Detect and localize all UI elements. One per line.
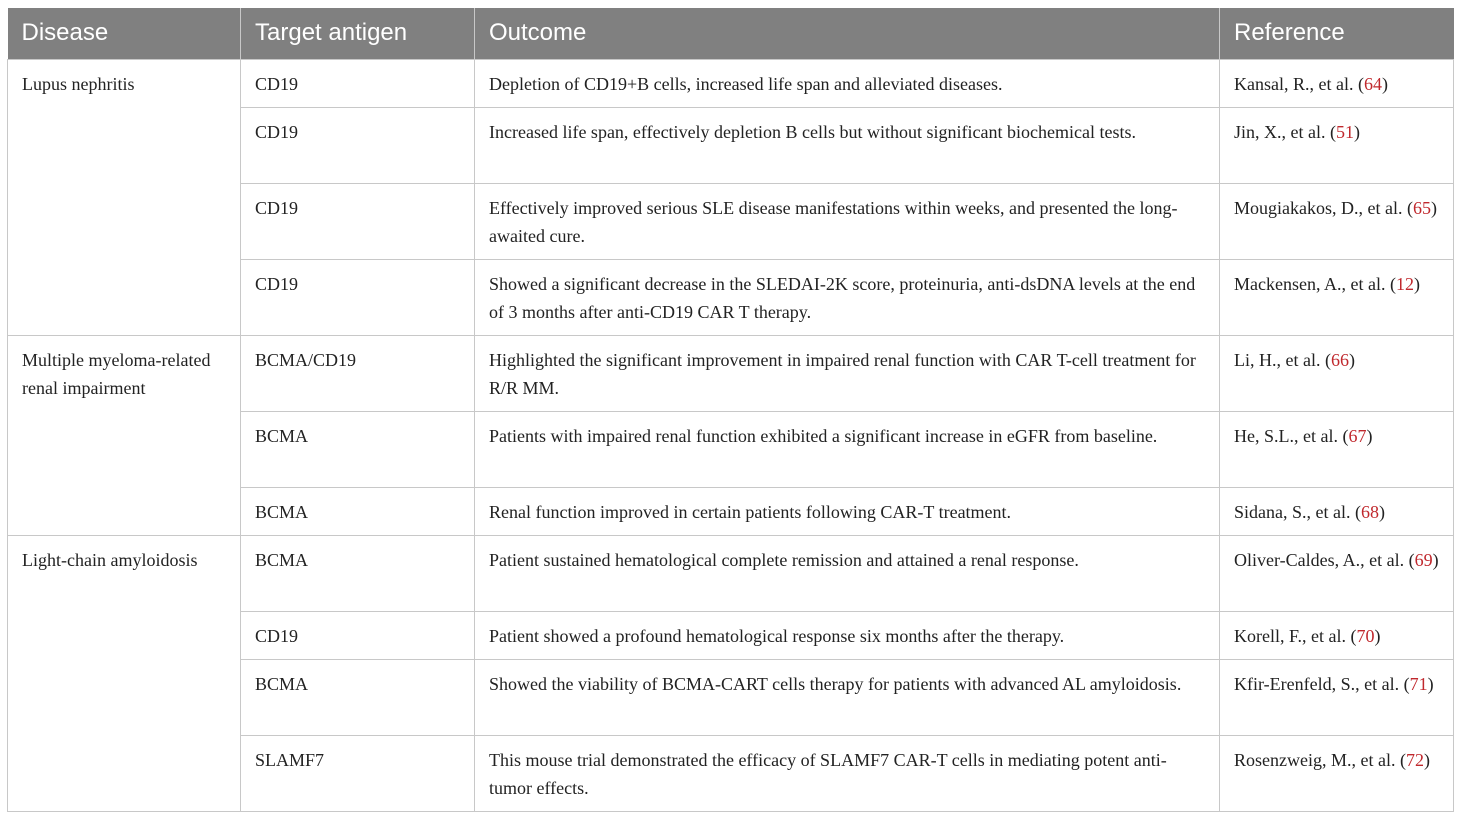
outcome-cell: Patients with impaired renal function exhibited a significant increase in eGFR from baseline.: [475, 411, 1220, 487]
reference-text: Jin, X., et al. (: [1234, 121, 1336, 142]
reference-close: ): [1381, 73, 1388, 94]
reference-cell: [1220, 107, 1454, 183]
antigen-cell: CD19: [241, 59, 475, 107]
reference-close: ): [1366, 425, 1373, 446]
outcome-cell: This mouse trial demonstrated the efficacy of SLAMF7 CAR-T cells in mediating potent anti-tumor effects.: [475, 735, 1220, 811]
table-row: [8, 59, 1454, 107]
outcome-cell: Patient sustained hematological complete remission and attained a renal response.: [475, 535, 1220, 611]
reference-link[interactable]: 71: [1409, 673, 1428, 694]
reference-cell: [1220, 183, 1454, 259]
antigen-cell: BCMA: [241, 411, 475, 487]
header-row: [8, 8, 1454, 59]
outcome-cell: Effectively improved serious SLE disease manifestations within weeks, and presented the long-awaited cure.: [475, 183, 1220, 259]
reference-close: ): [1413, 273, 1420, 294]
reference-close: ): [1430, 197, 1437, 218]
table-row: [8, 335, 1454, 411]
reference-text: Sidana, S., et al. (: [1234, 501, 1361, 522]
reference-text: Rosenzweig, M., et al. (: [1234, 749, 1406, 770]
outcome-cell: Depletion of CD19+B cells, increased life span and alleviated diseases.: [475, 59, 1220, 107]
antigen-cell: BCMA: [241, 487, 475, 535]
antigen-cell: SLAMF7: [241, 735, 475, 811]
table-row: [8, 535, 1454, 611]
outcome-cell: Patient showed a profound hematological response six months after the therapy.: [475, 611, 1220, 659]
outcome-cell: Showed the viability of BCMA-CART cells therapy for patients with advanced AL amyloidosis.: [475, 659, 1220, 735]
reference-cell: [1220, 735, 1454, 811]
reference-close: ): [1423, 749, 1430, 770]
reference-cell: [1220, 59, 1454, 107]
reference-text: Kansal, R., et al. (: [1234, 73, 1364, 94]
reference-close: ): [1374, 625, 1381, 646]
reference-cell: [1220, 611, 1454, 659]
reference-cell: [1220, 411, 1454, 487]
header-reference: Reference: [1220, 8, 1454, 59]
reference-cell: [1220, 535, 1454, 611]
reference-text: Kfir-Erenfeld, S., et al. (: [1234, 673, 1410, 694]
outcome-cell: Showed a significant decrease in the SLEDAI-2K score, proteinuria, anti-dsDNA levels at the end of 3 months after anti-CD19 CAR T therapy.: [475, 259, 1220, 335]
antigen-cell: CD19: [241, 107, 475, 183]
reference-cell: [1220, 335, 1454, 411]
reference-text: Korell, F., et al. (: [1234, 625, 1357, 646]
reference-link[interactable]: 68: [1360, 501, 1379, 522]
header-outcome: Outcome: [475, 8, 1220, 59]
reference-link[interactable]: 69: [1414, 549, 1433, 570]
outcome-cell: Renal function improved in certain patients following CAR-T treatment.: [475, 487, 1220, 535]
reference-text: He, S.L., et al. (: [1234, 425, 1349, 446]
reference-link[interactable]: 65: [1412, 197, 1431, 218]
disease-cell-lupus: Lupus nephritis: [8, 59, 241, 335]
reference-link[interactable]: 72: [1405, 749, 1424, 770]
antigen-cell: CD19: [241, 183, 475, 259]
reference-cell: [1220, 659, 1454, 735]
reference-text: Mougiakakos, D., et al. (: [1234, 197, 1413, 218]
table-header: [8, 8, 1454, 59]
disease-cell-amyloidosis: Light-chain amyloidosis: [8, 535, 241, 811]
reference-close: ): [1348, 349, 1355, 370]
antigen-cell: BCMA/CD19: [241, 335, 475, 411]
antigen-cell: CD19: [241, 611, 475, 659]
reference-close: ): [1353, 121, 1360, 142]
reference-cell: [1220, 259, 1454, 335]
reference-close: ): [1378, 501, 1385, 522]
reference-link[interactable]: 67: [1348, 425, 1367, 446]
header-target-antigen: Target antigen: [241, 8, 475, 59]
reference-close: ): [1427, 673, 1434, 694]
reference-link[interactable]: 12: [1395, 273, 1414, 294]
reference-link[interactable]: 51: [1335, 121, 1354, 142]
table-container: [7, 8, 1453, 812]
outcome-cell: Highlighted the significant improvement in impaired renal function with CAR T-cell treatment for R/R MM.: [475, 335, 1220, 411]
header-disease: Disease: [8, 8, 241, 59]
reference-link[interactable]: 64: [1363, 73, 1382, 94]
antigen-cell: BCMA: [241, 535, 475, 611]
car-t-renal-table: [7, 8, 1454, 812]
table-body: [8, 59, 1454, 811]
disease-cell-myeloma: Multiple myeloma-related renal impairment: [8, 335, 241, 535]
reference-link[interactable]: 70: [1356, 625, 1375, 646]
reference-text: Mackensen, A., et al. (: [1234, 273, 1396, 294]
reference-text: Li, H., et al. (: [1234, 349, 1331, 370]
reference-close: ): [1432, 549, 1439, 570]
reference-text: Oliver-Caldes, A., et al. (: [1234, 549, 1415, 570]
reference-cell: [1220, 487, 1454, 535]
antigen-cell: BCMA: [241, 659, 475, 735]
antigen-cell: CD19: [241, 259, 475, 335]
outcome-cell: Increased life span, effectively depletion B cells but without significant biochemical tests.: [475, 107, 1220, 183]
reference-link[interactable]: 66: [1330, 349, 1349, 370]
